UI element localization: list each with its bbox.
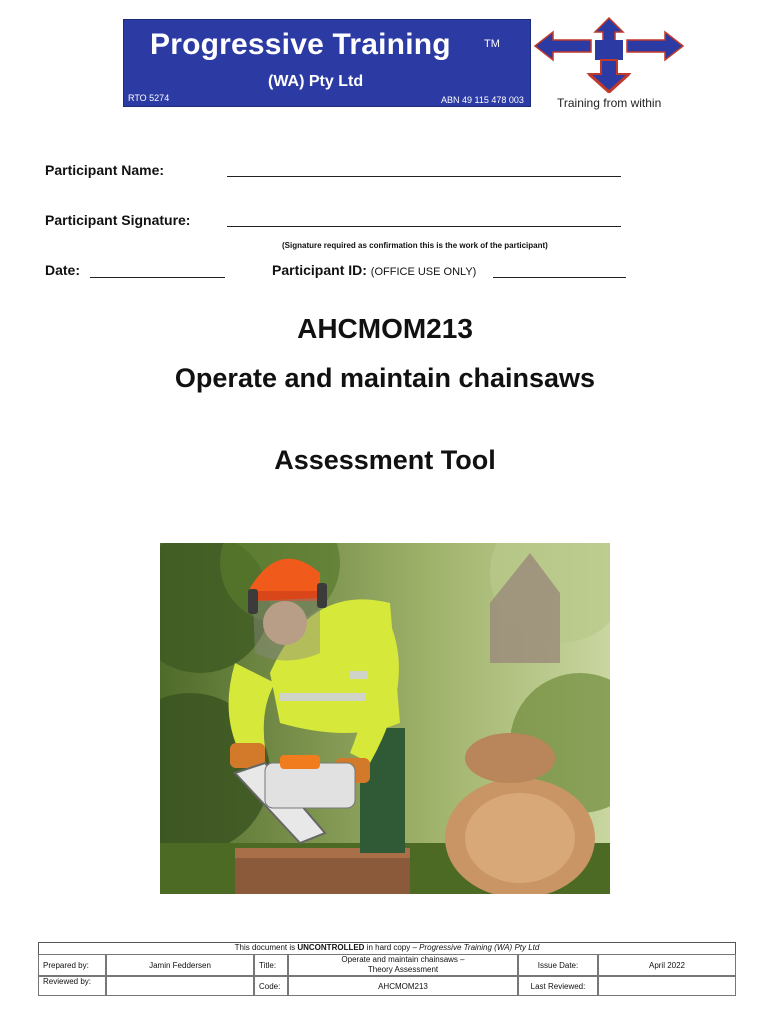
last-reviewed-label-cell (518, 976, 598, 996)
note-mid: in hard copy – (364, 943, 420, 952)
title-label: Title: (259, 960, 277, 970)
logo-title: Progressive Training (150, 28, 451, 61)
participant-id-label-text: Participant ID: (272, 262, 367, 278)
logo-abn: ABN 49 115 478 003 (441, 95, 524, 105)
title-label-cell (254, 954, 288, 976)
logo-trademark: TM (484, 38, 500, 50)
unit-name-title: Operate and maintain chainsaws (174, 363, 596, 393)
participant-signature-label: Participant Signature: (45, 212, 191, 228)
participant-signature-field[interactable] (227, 226, 621, 227)
prepared-by-label-cell (38, 954, 106, 976)
prepared-by-value: Jamin Feddersen (149, 960, 211, 970)
reviewed-by-label: Reviewed by: (43, 977, 92, 986)
issue-date-cell (598, 954, 736, 976)
unit-code-title: AHCMOM213 (297, 313, 473, 344)
reviewed-by-cell (106, 976, 254, 996)
arrows-logo-icon (533, 16, 685, 94)
uncontrolled-note (38, 943, 736, 952)
code-label: Code: (259, 981, 281, 991)
signature-note: (Signature required as confirmation this is the work of the participant) (282, 241, 548, 250)
last-reviewed-label: Last Reviewed: (530, 981, 586, 991)
prepared-by-label: Prepared by: (43, 960, 89, 970)
participant-id-label (272, 262, 476, 278)
title-value-cell (288, 954, 518, 976)
title-value: Operate and maintain chainsaws – Theory Assessment (341, 955, 465, 974)
code-value: AHCMOM213 (378, 981, 428, 991)
code-label-cell (254, 976, 288, 996)
note-company: Progressive Training (WA) Pty Ltd (419, 943, 540, 952)
reviewed-by-label-cell (38, 976, 106, 996)
participant-name-label: Participant Name: (45, 162, 165, 178)
last-reviewed-cell (598, 976, 736, 996)
participant-name-field[interactable] (227, 176, 621, 177)
note-uncontrolled: UNCONTROLLED (297, 943, 365, 952)
logo-subtitle: (WA) Pty Ltd (268, 73, 364, 90)
participant-id-field[interactable] (493, 277, 626, 278)
issue-date-label: Issue Date: (537, 960, 579, 970)
note-prefix: This document is (234, 943, 298, 952)
prepared-by-cell (106, 954, 254, 976)
logo-tagline: Training from within (557, 96, 662, 110)
logo-rto-number: RTO 5274 (128, 93, 170, 103)
issue-date-value: April 2022 (648, 960, 686, 970)
issue-date-label-cell (518, 954, 598, 976)
code-value-cell (288, 976, 518, 996)
chainsaw-operator-photo (160, 543, 610, 894)
date-field[interactable] (90, 277, 225, 278)
participant-id-note: (OFFICE USE ONLY) (370, 266, 477, 278)
date-label: Date: (45, 262, 81, 278)
assessment-tool-title: Assessment Tool (274, 445, 496, 475)
